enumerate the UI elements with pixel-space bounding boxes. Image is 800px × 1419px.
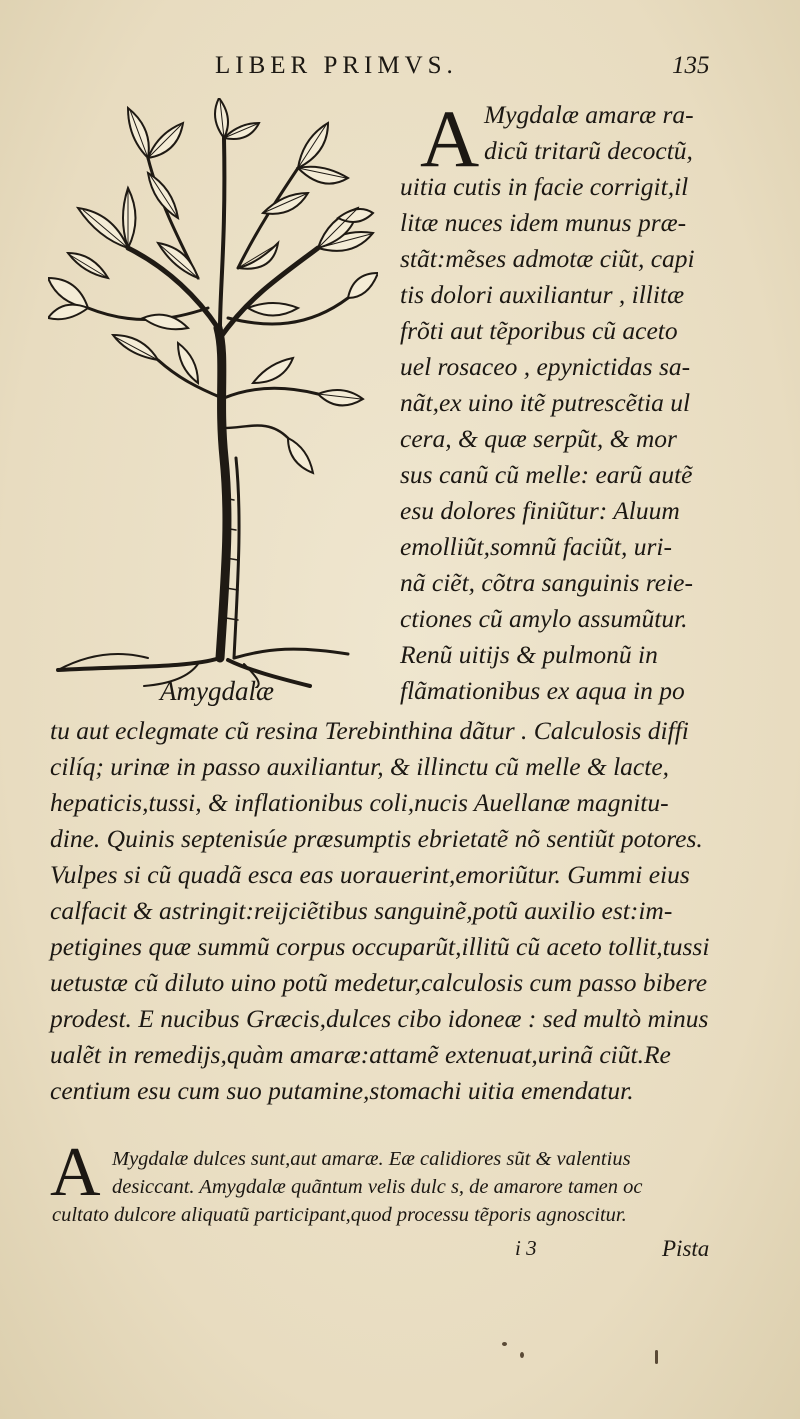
text-line: esu dolores finiũtur: Aluum <box>400 496 680 525</box>
text-line: tu aut eclegmate cũ resina Terebinthina dãtur . Calculosis diffi <box>50 716 689 745</box>
almond-tree-woodcut <box>48 98 378 688</box>
text-line: litæ nuces idem munus præ- <box>400 208 687 237</box>
text-line: flãmationibus ex aqua in po <box>400 676 685 705</box>
annotation-line: cultato dulcore aliquatũ participant,quod processu tẽporis agnoscitur. <box>52 1204 627 1226</box>
text-line: nã ciẽt, cõtra sanguinis reie- <box>400 568 693 597</box>
text-line: frõti aut tẽporibus cũ aceto <box>400 316 678 345</box>
ink-speck <box>520 1352 524 1358</box>
annotation-drop-cap: A <box>50 1134 101 1211</box>
text-line: emolliũt,somnũ faciũt, uri- <box>400 532 672 561</box>
text-line: tis dolori auxiliantur , illitæ <box>400 280 685 309</box>
drop-cap: A <box>420 93 480 184</box>
text-line: petigines quæ summũ corpus occuparũt,illitũ cũ aceto tollit,tussi <box>50 932 710 961</box>
text-line: dine. Quinis septenisúe præsumptis ebrietatẽ nõ sentiũt potores. <box>50 824 703 853</box>
text-line: uetustæ cũ diluto uino potũ medetur,calculosis cum passo bibere <box>50 968 708 997</box>
text-line: prodest. E nucibus Græcis,dulces cibo idoneæ : sed multò minus <box>50 1004 709 1033</box>
figure-caption: Amygdalæ <box>160 676 274 706</box>
annotation-line: Mygdalæ dulces sunt,aut amaræ. Eæ calidiores sũt & valentius <box>112 1148 631 1170</box>
text-line: Renũ uitijs & pulmonũ in <box>400 640 658 669</box>
running-head: LIBER PRIMVS. <box>215 52 458 79</box>
text-line: Mygdalæ amaræ ra- <box>484 100 694 129</box>
text-line: nãt,ex uino itẽ putrescẽtia ul <box>400 388 691 417</box>
text-line: uel rosaceo , epynictidas sa- <box>400 352 691 381</box>
text-line: Vulpes si cũ quadã esca eas uorauerint,emoriũtur. Gummi eius <box>50 860 690 889</box>
text-line: uitia cutis in facie corrigit,il <box>400 172 689 201</box>
text-line: cera, & quæ serpũt, & mor <box>400 424 677 453</box>
ink-speck <box>502 1342 507 1346</box>
text-line: dicũ tritarũ decoctũ, <box>484 136 693 165</box>
text-line: cilíq; urinæ in passo auxiliantur, & illinctu cũ melle & lacte, <box>50 752 670 781</box>
page-number: 135 <box>672 52 710 79</box>
text-line: centium esu cum suo putamine,stomachi uitia emendatur. <box>50 1076 634 1105</box>
text-line: stãt:mẽses admotæ ciũt, capi <box>400 244 695 273</box>
text-line: calfacit & astringit:reijciẽtibus sanguinẽ,potũ auxilio est:im- <box>50 896 673 925</box>
catchword: Pista <box>662 1236 710 1261</box>
text-line: sus canũ cũ melle: earũ autẽ <box>400 460 693 489</box>
signature-mark: i 3 <box>515 1236 537 1260</box>
text-line: ualẽt in remedijs,quàm amaræ:attamẽ extenuat,urinã ciũt.Re <box>50 1040 671 1069</box>
text-line: ctiones cũ amylo assumũtur. <box>400 604 688 633</box>
ink-speck <box>655 1350 658 1364</box>
text-line: hepaticis,tussi, & inflationibus coli,nucis Auellanæ magnitu- <box>50 788 669 817</box>
annotation-line: desiccant. Amygdalæ quãntum velis dulc s, de amarore tamen oc <box>112 1176 643 1198</box>
